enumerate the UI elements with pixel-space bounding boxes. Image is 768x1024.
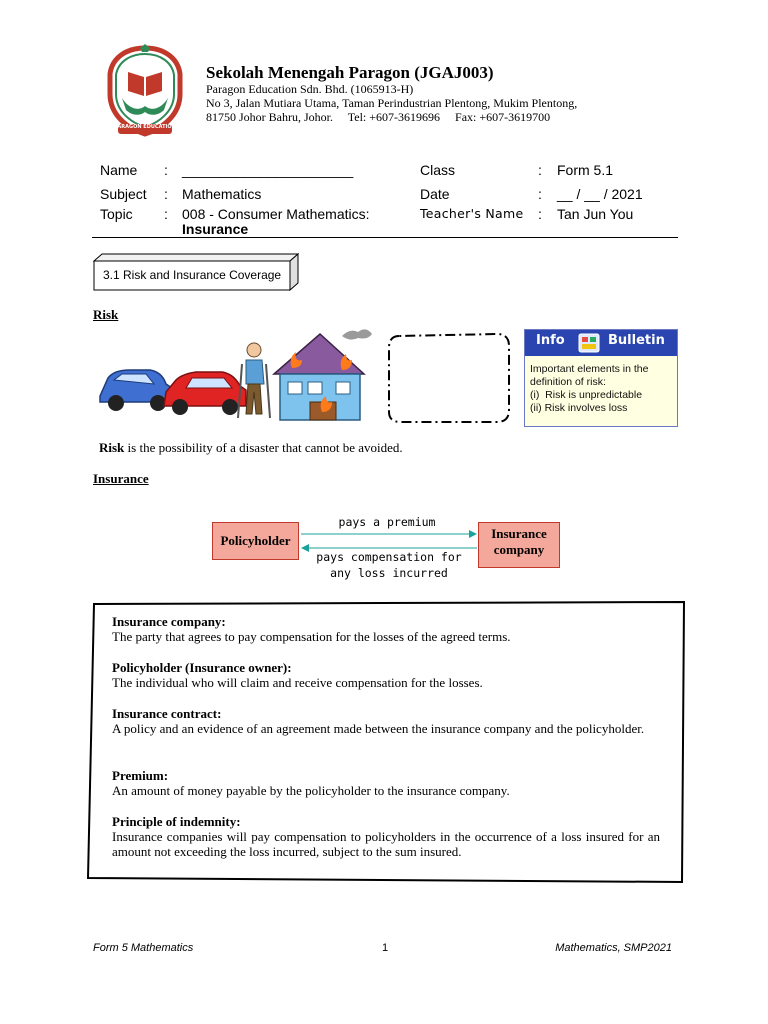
teacher-value: Tan Jun You	[557, 206, 634, 222]
teacher-colon: :	[538, 206, 542, 222]
definition-text: Insurance companies will pay compensation to policyholders in the occurrence of a loss insured for an amount not exceeding the loss incurred, subject to the sum insured.	[112, 829, 660, 859]
subject-label: Subject	[100, 186, 147, 202]
bulletin-board-icon	[578, 333, 600, 353]
address-line-2: 81750 Johor Bahru, Johor. Tel: +607-3619696 Fax: +607-3619700	[206, 110, 551, 124]
topic-label: Topic	[100, 206, 133, 222]
bulletin-title-info: Info	[536, 333, 565, 348]
arrow-compensation-label: any loss incurred	[330, 566, 448, 580]
definition-title: Principle of indemnity:	[112, 814, 241, 829]
bulletin-line: (i) Risk is unpredictable	[530, 389, 643, 401]
footer-left: Form 5 Mathematics	[93, 942, 194, 954]
class-colon: :	[538, 162, 542, 178]
risk-term: Risk	[99, 440, 125, 455]
page-number: 1	[382, 942, 389, 954]
insurance-company-line: Insurance	[491, 526, 547, 541]
date-field[interactable]: __ / __ / 2021	[557, 186, 643, 202]
topic-value: 008 - Consumer Mathematics:	[182, 206, 370, 222]
school-name: Sekolah Menengah Paragon (JGAJ003)	[206, 63, 494, 82]
class-label: Class	[420, 162, 456, 178]
definition-text: An amount of money payable by the policyholder to the insurance company.	[112, 783, 510, 798]
topic-colon: :	[164, 206, 168, 222]
header-divider	[92, 237, 678, 238]
definition-title: Insurance contract:	[112, 706, 222, 721]
definition-text: The party that agrees to pay compensation for the losses of the agreed terms.	[112, 629, 511, 644]
topic-value-bold: Insurance	[182, 221, 249, 237]
risk-definition-text: is the possibility of a disaster that cannot be avoided.	[124, 440, 403, 455]
bulletin-line: Important elements in the	[530, 363, 649, 375]
address-line-1: No 3, Jalan Mutiara Utama, Taman Perindustrian Plentong, Mukim Plentong,	[206, 96, 578, 110]
company-name: Paragon Education Sdn. Bhd. (1065913-H)	[206, 82, 414, 96]
logo-text: PARAGON EDUCATION	[114, 124, 176, 130]
teacher-label: Teacher's Name	[420, 206, 524, 221]
risk-heading: Risk	[93, 307, 119, 322]
class-value: Form 5.1	[557, 162, 614, 178]
name-label: Name	[100, 162, 138, 178]
insurance-company-line: company	[493, 542, 545, 557]
policyholder-box: Policyholder	[212, 522, 299, 560]
definition-text: A policy and an evidence of an agreement made between the insurance company and the policyholder.	[112, 721, 645, 736]
risk-illustration	[96, 326, 378, 430]
name-field[interactable]: ______________________	[182, 162, 354, 178]
date-label: Date	[420, 186, 450, 202]
definition-text: The individual who will claim and receive compensation for the losses.	[112, 675, 483, 690]
date-colon: :	[538, 186, 542, 202]
name-colon: :	[164, 162, 168, 178]
insurance-company-box	[478, 522, 560, 568]
bulletin-title-bulletin: Bulletin	[608, 333, 665, 348]
subject-value: Mathematics	[182, 186, 262, 202]
placeholder-cloud	[385, 330, 515, 428]
definition-title: Insurance company:	[112, 614, 226, 629]
definition-title: Policyholder (Insurance owner):	[112, 660, 292, 675]
arrow-premium-label: pays a premium	[338, 515, 436, 529]
insurance-heading: Insurance	[93, 471, 149, 486]
bulletin-line: definition of risk:	[530, 376, 606, 388]
section-title: 3.1 Risk and Insurance Coverage	[103, 268, 282, 282]
risk-definition	[99, 440, 403, 456]
subject-colon: :	[164, 186, 168, 202]
arrow-compensation-label: pays compensation for	[316, 550, 462, 564]
definition-title: Premium:	[112, 768, 169, 783]
footer-right: Mathematics, SMP2021	[555, 942, 672, 954]
bulletin-line: (ii) Risk involves loss	[530, 402, 628, 414]
